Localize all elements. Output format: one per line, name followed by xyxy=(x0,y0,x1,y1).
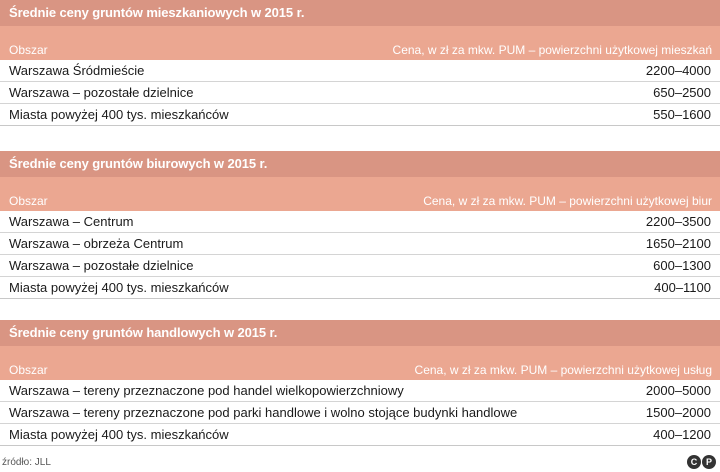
column-header-area: Obszar xyxy=(9,194,48,208)
table-row xyxy=(0,424,720,446)
table-body xyxy=(0,60,720,126)
row-area: Warszawa – tereny przeznaczone pod parki handlowe i wolno stojące budynki handlowe xyxy=(9,405,518,420)
table-body xyxy=(0,380,720,446)
row-area: Warszawa Śródmieście xyxy=(9,63,145,78)
table-row xyxy=(0,233,720,255)
header-spacer xyxy=(0,26,720,40)
row-area: Warszawa – pozostałe dzielnice xyxy=(9,85,194,100)
table-row xyxy=(0,104,720,126)
pap-logo-icon xyxy=(687,455,716,469)
table-header xyxy=(0,40,720,60)
column-header-area: Obszar xyxy=(9,363,48,377)
row-area: Warszawa – tereny przeznaczone pod handel wielkopowierzchniowy xyxy=(9,383,404,398)
column-header-price: Cena, w zł za mkw. PUM – powierzchni użytkowej mieszkań xyxy=(392,43,712,57)
row-area: Warszawa – pozostałe dzielnice xyxy=(9,258,194,273)
column-header-area: Obszar xyxy=(9,43,48,57)
table-row xyxy=(0,211,720,233)
table-row xyxy=(0,82,720,104)
section-title: Średnie ceny gruntów handlowych w 2015 r. xyxy=(0,320,720,346)
header-spacer xyxy=(0,177,720,191)
row-area: Miasta powyżej 400 tys. mieszkańców xyxy=(9,107,229,122)
table-row xyxy=(0,255,720,277)
row-price: 2200–3500 xyxy=(645,214,711,229)
table-row xyxy=(0,277,720,299)
table-header xyxy=(0,191,720,211)
source-note: źródło: JLL xyxy=(2,457,51,468)
row-price: 650–2500 xyxy=(653,85,711,100)
row-price: 2000–5000 xyxy=(645,383,711,398)
row-price: 1500–2000 xyxy=(645,405,711,420)
row-price: 400–1200 xyxy=(653,427,711,442)
logo-letter-p: P xyxy=(702,455,716,469)
section-title: Średnie ceny gruntów mieszkaniowych w 2015 r. xyxy=(0,0,720,26)
table-body xyxy=(0,211,720,299)
retail-section xyxy=(0,320,720,446)
header-spacer xyxy=(0,346,720,360)
row-price: 600–1300 xyxy=(653,258,711,273)
row-area: Miasta powyżej 400 tys. mieszkańców xyxy=(9,427,229,442)
row-area: Warszawa – obrzeża Centrum xyxy=(9,236,184,251)
column-header-price: Cena, w zł za mkw. PUM – powierzchni użytkowej usług xyxy=(414,363,712,377)
table-row xyxy=(0,60,720,82)
row-price: 1650–2100 xyxy=(645,236,711,251)
row-price: 550–1600 xyxy=(653,107,711,122)
office-section xyxy=(0,151,720,299)
table-row xyxy=(0,380,720,402)
table-header xyxy=(0,360,720,380)
residential-section xyxy=(0,0,720,126)
row-price: 2200–4000 xyxy=(645,63,711,78)
row-area: Miasta powyżej 400 tys. mieszkańców xyxy=(9,280,229,295)
row-price: 400–1100 xyxy=(654,280,711,295)
column-header-price: Cena, w zł za mkw. PUM – powierzchni użytkowej biur xyxy=(423,194,712,208)
footer xyxy=(0,454,720,472)
logo-letter-c: C xyxy=(687,455,701,469)
row-area: Warszawa – Centrum xyxy=(9,214,134,229)
table-row xyxy=(0,402,720,424)
section-title: Średnie ceny gruntów biurowych w 2015 r. xyxy=(0,151,720,177)
